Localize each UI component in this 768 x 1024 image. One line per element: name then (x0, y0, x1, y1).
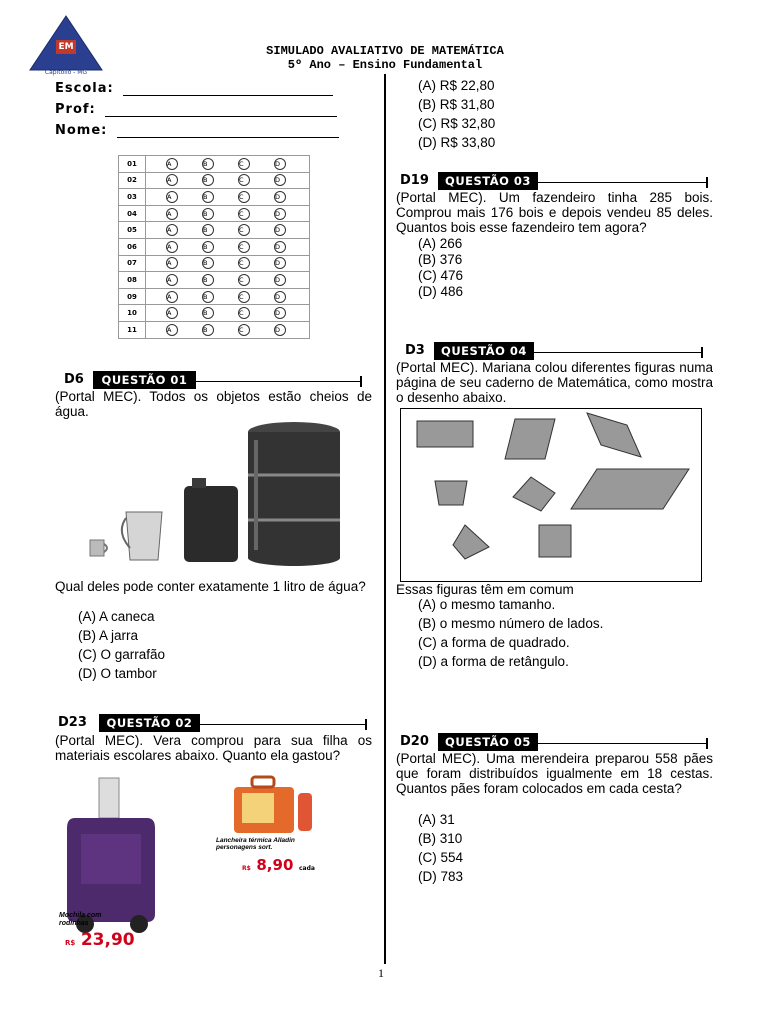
title-line-1: SIMULADO AVALIATIVO DE MATEMÁTICA (266, 44, 504, 58)
answer-bubbles (146, 321, 310, 338)
question-02-text: (Portal MEC). Vera comprou para sua filha os materiais escolares abaixo. Quanto ela gastou? (55, 733, 372, 763)
water-containers-illustration (80, 420, 342, 570)
question-01-prompt: Qual deles pode conter exatamente 1 litro de água? (55, 579, 366, 594)
answer-bubble-b[interactable]: B (202, 174, 214, 186)
answer-bubble-d[interactable]: D (274, 241, 286, 253)
prof-label: Prof: (55, 102, 96, 117)
answer-bubble-b[interactable]: B (202, 158, 214, 170)
answer-bubbles (146, 156, 310, 173)
option-a[interactable]: (A) R$ 22,80 (418, 78, 495, 93)
descriptor: D6 (64, 372, 84, 387)
answer-bubble-c[interactable]: C (238, 307, 250, 319)
option-c[interactable]: (C) O garrafão (78, 647, 166, 662)
question-01-header (55, 371, 370, 389)
descriptor: D19 (400, 173, 429, 188)
answer-bubble-a[interactable]: A (166, 324, 178, 336)
question-badge: QUESTÃO 03 (438, 172, 538, 190)
descriptor: D20 (400, 734, 429, 749)
escola-label: Escola: (55, 81, 114, 96)
answer-bubbles (146, 255, 310, 272)
question-03-options (418, 236, 463, 300)
question-02-options (418, 78, 495, 154)
option-b[interactable]: (B) R$ 31,80 (418, 97, 495, 112)
answer-row (119, 205, 310, 222)
question-04-header (396, 342, 714, 360)
currency: R$ (242, 865, 251, 872)
answer-bubble-c[interactable]: C (238, 191, 250, 203)
nome-field[interactable] (55, 123, 339, 138)
answer-row-number: 02 (119, 172, 146, 189)
answer-bubbles (146, 305, 310, 322)
backpack-caption: Mochila com rodinhas (59, 912, 102, 927)
answer-bubble-a[interactable]: A (166, 257, 178, 269)
large-parallelogram-shape (571, 469, 689, 509)
answer-bubbles (146, 222, 310, 239)
question-05-text: (Portal MEC). Uma merendeira preparou 558 pães que foram distribuídos igualmente em 18 cestas. Quantos pães foram colocados em cada cesta? (396, 751, 713, 796)
option-c[interactable]: (C) R$ 32,80 (418, 116, 496, 131)
answer-bubble-d[interactable]: D (274, 274, 286, 286)
answer-row-number: 01 (119, 156, 146, 173)
title-line-2: 5º Ano – Ensino Fundamental (287, 58, 483, 72)
answer-row-number: 10 (119, 305, 146, 322)
answer-bubble-a[interactable]: A (166, 191, 178, 203)
question-badge: QUESTÃO 04 (434, 342, 534, 360)
option-d[interactable]: (D) 486 (418, 284, 464, 299)
lunchbox-price-tag (242, 855, 315, 874)
descriptor: D23 (58, 715, 87, 730)
answer-bubble-d[interactable]: D (274, 158, 286, 170)
answer-bubble-a[interactable]: A (166, 274, 178, 286)
question-badge: QUESTÃO 02 (99, 714, 200, 732)
answer-bubbles (146, 272, 310, 289)
descriptor: D3 (405, 343, 425, 358)
answer-bubble-a[interactable]: A (166, 307, 178, 319)
answer-bubble-a[interactable]: A (166, 224, 178, 236)
answer-row (119, 255, 310, 272)
answer-bubble-b[interactable]: B (202, 274, 214, 286)
question-badge: QUESTÃO 01 (93, 371, 196, 389)
answer-row (119, 272, 310, 289)
answer-bubble-c[interactable]: C (238, 257, 250, 269)
option-b[interactable]: (B) o mesmo número de lados. (418, 616, 604, 631)
answer-bubble-d[interactable]: D (274, 324, 286, 336)
lunchbox-image (212, 769, 318, 877)
question-01-options (78, 609, 165, 685)
answer-bubbles (146, 172, 310, 189)
answer-row (119, 222, 310, 239)
answer-row-number: 09 (119, 288, 146, 305)
answer-row-number: 07 (119, 255, 146, 272)
answer-bubble-a[interactable]: A (166, 174, 178, 186)
trapezoid-shape (435, 481, 467, 505)
answer-bubble-c[interactable]: C (238, 158, 250, 170)
answer-sheet (118, 155, 310, 339)
answer-bubble-c[interactable]: C (238, 208, 250, 220)
answer-bubble-c[interactable]: C (238, 274, 250, 286)
answer-row (119, 156, 310, 173)
lunchbox-caption: Lancheira térmica Alladin personagens sort. (216, 837, 295, 851)
answer-bubble-a[interactable]: A (166, 208, 178, 220)
answer-bubbles (146, 288, 310, 305)
answer-bubble-b[interactable]: B (202, 307, 214, 319)
option-d[interactable]: (D) R$ 33,80 (418, 135, 496, 150)
answer-bubble-c[interactable]: C (238, 174, 250, 186)
lunchbox-price: 8,90 (256, 856, 294, 874)
option-b[interactable]: (B) 310 (418, 831, 463, 846)
answer-bubble-b[interactable]: B (202, 291, 214, 303)
answer-bubble-c[interactable]: C (238, 291, 250, 303)
logo-badge: EM (58, 42, 74, 52)
answer-bubble-b[interactable]: B (202, 191, 214, 203)
question-05-header (396, 733, 714, 751)
question-04-options (418, 597, 603, 673)
answer-row (119, 305, 310, 322)
option-a[interactable]: (A) 31 (418, 812, 455, 827)
answer-bubble-b[interactable]: B (202, 324, 214, 336)
answer-bubbles (146, 205, 310, 222)
answer-bubble-d[interactable]: D (274, 191, 286, 203)
answer-row-number: 11 (119, 321, 146, 338)
rectangle-shape (417, 421, 473, 447)
question-badge: QUESTÃO 05 (438, 733, 538, 751)
answer-bubble-c[interactable]: C (238, 241, 250, 253)
answer-row-number: 04 (119, 205, 146, 222)
answer-bubble-a[interactable]: A (166, 241, 178, 253)
answer-bubble-d[interactable]: D (274, 257, 286, 269)
answer-bubbles (146, 238, 310, 255)
currency: R$ (65, 939, 76, 947)
rhombus-shape (513, 477, 555, 511)
answer-row-number: 08 (119, 272, 146, 289)
question-05-options (418, 812, 463, 888)
answer-row (119, 189, 310, 206)
square-shape (539, 525, 571, 557)
irregular-shape (453, 525, 489, 559)
school-logo (28, 14, 104, 78)
backpack-price: 23,90 (80, 930, 135, 950)
answer-bubble-a[interactable]: A (166, 291, 178, 303)
question-03-text: (Portal MEC). Um fazendeiro tinha 285 bois. Comprou mais 176 bois e depois vendeu 85 deles. Quantos bois esse fazendeiro tem agora? (396, 190, 713, 235)
option-d[interactable]: (D) 783 (418, 869, 464, 884)
option-d[interactable]: (D) a forma de retângulo. (418, 654, 569, 669)
option-c[interactable]: (C) 476 (418, 268, 464, 283)
option-c[interactable]: (C) a forma de quadrado. (418, 635, 570, 650)
question-04-text: (Portal MEC). Mariana colou diferentes figuras numa página de seu caderno de Matemática, como mostra o desenho abaixo. (396, 360, 713, 405)
backpack-image (55, 774, 165, 952)
parallelogram-shape (505, 419, 555, 459)
question-03-header (396, 172, 714, 190)
lunchbox-unit: cada (298, 865, 315, 872)
escola-field[interactable] (55, 81, 333, 96)
option-a[interactable]: (A) A caneca (78, 609, 155, 624)
logo-city: Capitólio - MG (44, 69, 88, 76)
option-a[interactable]: (A) o mesmo tamanho. (418, 597, 556, 612)
answer-bubble-b[interactable]: B (202, 208, 214, 220)
answer-row (119, 238, 310, 255)
answer-bubble-d[interactable]: D (274, 208, 286, 220)
nome-label: Nome: (55, 123, 108, 138)
answer-bubble-d[interactable]: D (274, 307, 286, 319)
answer-row-number: 03 (119, 189, 146, 206)
answer-bubble-d[interactable]: D (274, 291, 286, 303)
quadrilateral-shape (587, 413, 641, 457)
answer-bubble-d[interactable]: D (274, 224, 286, 236)
answer-row-number: 06 (119, 238, 146, 255)
answer-row (119, 172, 310, 189)
answer-row (119, 321, 310, 338)
option-c[interactable]: (C) 554 (418, 850, 464, 865)
prof-field[interactable] (55, 102, 337, 117)
question-04-prompt: Essas figuras têm em comum (396, 582, 574, 597)
answer-bubble-c[interactable]: C (238, 224, 250, 236)
answer-bubble-b[interactable]: B (202, 224, 214, 236)
shapes-figure (400, 408, 702, 582)
answer-row-number: 05 (119, 222, 146, 239)
answer-bubble-d[interactable]: D (274, 174, 286, 186)
option-b[interactable]: (B) A jarra (78, 628, 139, 643)
question-02-header (55, 714, 370, 732)
answer-bubbles (146, 189, 310, 206)
answer-bubble-a[interactable]: A (166, 158, 178, 170)
question-01-text: (Portal MEC). Todos os objetos estão cheios de água. (55, 389, 372, 419)
option-a[interactable]: (A) 266 (418, 236, 463, 251)
page-number: 1 (378, 966, 384, 980)
option-b[interactable]: (B) 376 (418, 252, 463, 267)
option-d[interactable]: (D) O tambor (78, 666, 157, 681)
backpack-price-tag (65, 930, 135, 950)
column-divider (384, 74, 386, 964)
answer-bubble-b[interactable]: B (202, 241, 214, 253)
document-title (200, 44, 570, 72)
answer-bubble-c[interactable]: C (238, 324, 250, 336)
answer-row (119, 288, 310, 305)
answer-bubble-b[interactable]: B (202, 257, 214, 269)
